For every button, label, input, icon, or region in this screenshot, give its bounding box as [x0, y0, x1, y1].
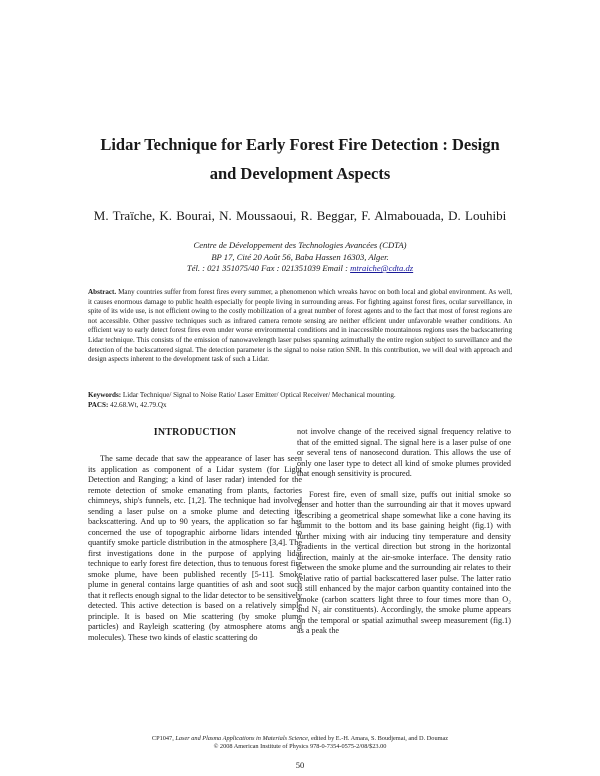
affiliation-block: [80, 240, 520, 275]
footer-copyright: © 2008 American Institute of Physics 978-0-7354-0575-2/08/$23.00: [213, 743, 387, 751]
intro-paragraph-1: The same decade that saw the appearance of laser has seen its application as component of a Lidar system (for Light Detection and Ranging; a kind of laser radar) intended for the remote detection of smoke emanating from plants, factories chimneys, ship's funnels, etc. [1,2]. The technique had involved sending a laser pulse on a smoke plume and detecting its backscattering. And up to 90 years, the application so far has concerned the use of topographic airborne lidars intended to quantify smoke particle distribution in the atmosphere [3,4]. The first investigations done in the purpose of applying lidar technique to early forest fire detection, thus to tenuous forest fire smoke plume, have been published recently [5-11]. Smoke plume in general contains large quantities of ash and soot such that it reflects enough signal to the lidar detector to be sensitively detected. This active detection is based on a relatively simple principle. It is based on Mie scattering (by smoke plume particles) and Rayleigh scattering (by atmosphere atoms and molecules). These two kinds of elastic scattering do: [88, 454, 302, 642]
proceedings-title: Laser and Plasma Applications in Materials Science: [175, 735, 308, 742]
right-column: [297, 427, 511, 637]
left-column: [88, 454, 302, 643]
paper-title: [60, 130, 540, 188]
title-line-2: and Development Aspects: [209, 164, 391, 183]
email-link[interactable]: mtraiche@cdta.dz: [350, 263, 414, 273]
contact-info: Tél. : 021 351075/40 Fax : 021351039 Email :: [186, 263, 351, 273]
keywords-text: Lidar Technique/ Signal to Noise Ratio/ Laser Emitter/ Optical Receiver/ Mechanical mounting.: [122, 391, 396, 399]
section-heading-introduction: INTRODUCTION: [153, 427, 237, 438]
affiliation-line-2: BP 17, Cité 20 Août 56, Baba Hassen 16303, Alger.: [211, 251, 389, 262]
title-line-1: Lidar Technique for Early Forest Fire Detection : Design: [100, 135, 500, 154]
abstract: [88, 288, 512, 365]
abstract-label: Abstract.: [88, 288, 117, 296]
pacs-text: 42.68.Wt, 42.79.Qx: [110, 400, 167, 409]
page-number: 50: [295, 760, 305, 770]
affiliation-line-1: Centre de Développement des Technologies Avancées (CDTA): [193, 240, 407, 250]
pacs-label: PACS:: [88, 400, 109, 409]
page-footer: [60, 735, 540, 751]
pacs-line: [88, 401, 512, 411]
abstract-text: Many countries suffer from forest fires every summer, a phenomenon which wreaks havoc on both local and global environment. As well, it causes enormous damage to public health especially for people living in surrounding areas. For fighting against forest fires, ocular surveillance, in spite of its wide use, is not efficient owing to the costly mobilization of a great number of forest agents and to the fact that most of forest regions are not accessible. Other passive techniques such as infrared camera remote sensing are neither efficient under unfavorable weather conditions. An efficient way to early detect forest fires even under worse environmental conditions and in inaccessible mountainous regions uses the backscattering Lidar technique. This consists of the emission of nanowavelength laser pulses spanning azimuthally the entire region subject to surveillance and the detection of the backscattered signal. The detection parameter is the signal to noise ration SNR. In this contribution, we will deal with approach and design aspects inherent to the development task of such a Lidar.: [88, 288, 512, 364]
keywords-line: [88, 391, 512, 401]
affiliation-line-3: [80, 263, 520, 275]
footer-citation: CP1047, Laser and Plasma Applications in Materials Science, edited by E.-H. Amara, S. Boudjemai, and D. Doumaz: [151, 735, 449, 742]
keywords-label: Keywords:: [88, 391, 122, 399]
keywords-block: [88, 391, 512, 410]
intro-paragraph-continued: not involve change of the received signal frequency relative to that of the emitted signal. The signal here is a laser pulse of one or several tens of nanosecond duration. This allows the use of only one laser type to detect all kind of smoke plumes provided that enough sensitivity is procured.: [297, 427, 511, 478]
intro-paragraph-2: Forest fire, even of small size, puffs out initial smoke so denser and hotter than the surrounding air that it moves upward describing a geometrical shape somewhat like a cone having its summit to the bottom and its base gaining height (fig.1) with further mixing with air inducing tiny temperature and density gradients in the vertical direction but strong in the horizontal direction, mainly at the air-smoke interface. The density ratio between the smoke plume and the surrounding air relates to their relative ratio of partial backscattered laser pulse. The latter ratio is still enhanced by the major carbon quantity contained into the smoke (carbon scatters light three to four times more than O₂ and N₂ air constituents). Accordingly, the smoke plume appears on the temporal or spatial azimuthal sweep measurement (fig.1) as a peak the: [297, 489, 511, 635]
author-list: M. Traïche, K. Bourai, N. Moussaoui, R. Beggar, F. Almabouada, D. Louhibi: [93, 208, 507, 223]
